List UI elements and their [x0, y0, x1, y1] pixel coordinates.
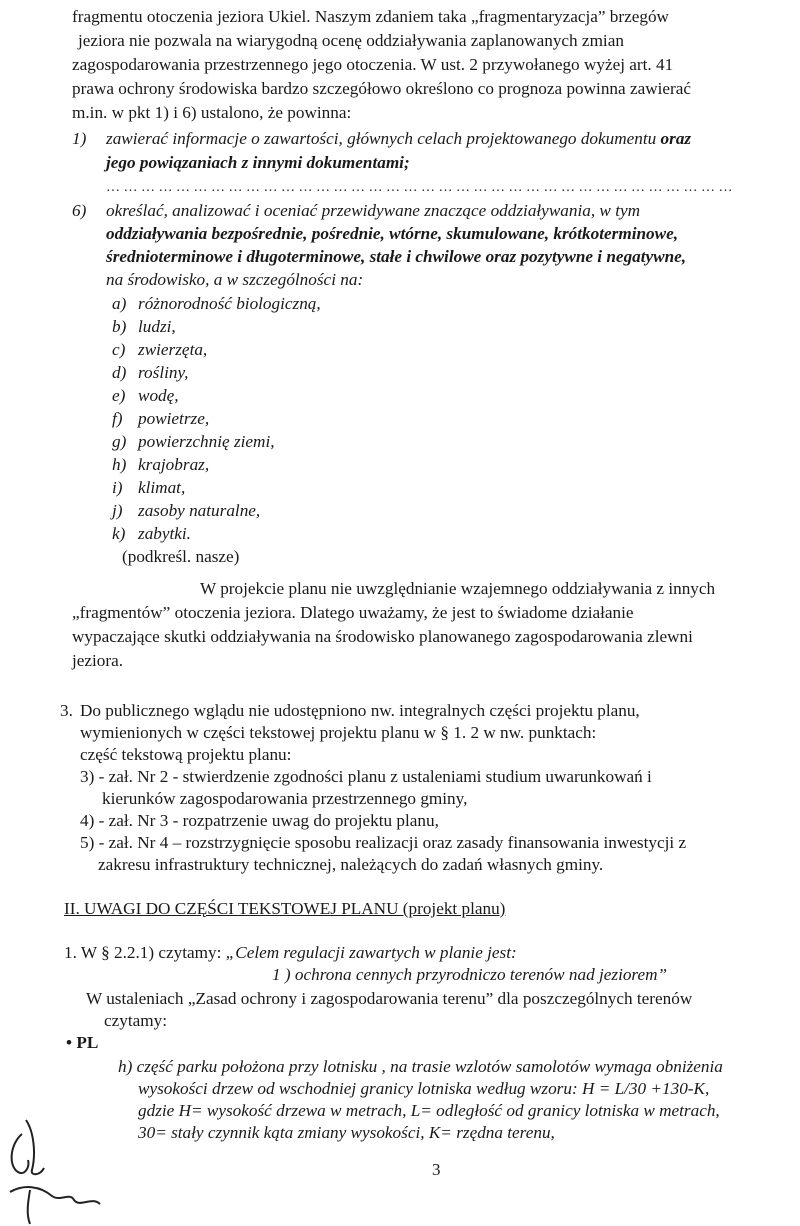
- body-text-line: zakresu infrastruktury technicznej, należących do zadań własnych gminy.: [98, 855, 604, 874]
- item-text: określać, analizować i oceniać przewidywane znaczące oddziaływania, w tym: [106, 201, 641, 220]
- page-number: 3: [432, 1160, 441, 1179]
- item-number: 1): [72, 129, 87, 148]
- list-item: f) powietrze,: [112, 409, 210, 428]
- emphasis-note: (podkreśl. nasze): [122, 547, 240, 566]
- list-item: e) wodę,: [112, 386, 179, 405]
- body-text-line: W projekcie planu nie uwzględnianie wzajemnego oddziaływania z innych: [200, 579, 716, 598]
- item-text-bold: oraz: [656, 129, 692, 148]
- body-text-line: fragmentu otoczenia jeziora Ukiel. Naszym zdaniem taka „fragmentaryzacja” brzegów: [72, 7, 669, 26]
- list-item: k) zabytki.: [112, 524, 191, 543]
- quoted-text: h) część parku położona przy lotnisku , na trasie wzlotów samolotów wymaga obniżenia: [118, 1057, 723, 1076]
- quoted-text: wysokości drzew od wschodniej granicy lotniska według wzoru: H = L/30 +130-K,: [138, 1079, 710, 1098]
- list-item: i) klimat,: [112, 478, 186, 497]
- bullet-heading: • PL: [66, 1033, 99, 1052]
- body-text-line: wymienionych w części tekstowej projektu planu w § 1. 2 w nw. punktach:: [80, 723, 597, 742]
- list-item: 4) - zał. Nr 3 - rozpatrzenie uwag do projektu planu,: [80, 811, 439, 830]
- list-item: d) rośliny,: [112, 363, 189, 382]
- body-text-line: zagospodarowania przestrzennego jego otoczenia. W ust. 2 przywołanego wyżej art. 41: [72, 55, 674, 74]
- quoted-item-1: [72, 128, 691, 150]
- list-item: 5) - zał. Nr 4 – rozstrzygnięcie sposobu realizacji oraz zasady finansowania inwestycji z: [80, 833, 687, 852]
- body-text-line: prawa ochrony środowiska bardzo szczegółowo określono co prognoza powinna zawierać: [72, 79, 692, 98]
- numbered-point-3: 3. Do publicznego wglądu nie udostępniono nw. integralnych części projektu planu,: [60, 701, 640, 720]
- body-text-line: jeziora nie pozwala na wiarygodną ocenę oddziaływania zaplanowanych zmian: [78, 31, 624, 50]
- ellipsis-line: … … … … … … … … … … … … … … … … … … … … … … … … … … … … … … … … … … … …: [106, 180, 733, 195]
- body-text-line: jeziora.: [72, 651, 124, 670]
- body-text-line: 1. W § 2.2.1) czytamy: „Celem regulacji zawartych w planie jest:: [64, 943, 517, 962]
- body-text-line: wypaczające skutki oddziaływania na środowisko planowanego zagospodarowania zlewni: [72, 627, 693, 646]
- item-text: na środowisko, a w szczególności na:: [106, 270, 364, 289]
- list-item: h) krajobraz,: [112, 455, 210, 474]
- list-item: b) ludzi,: [112, 317, 176, 336]
- section-heading: II. UWAGI DO CZĘŚCI TEKSTOWEJ PLANU (projekt planu): [64, 899, 506, 918]
- list-item: g) powierzchnię ziemi,: [112, 432, 275, 451]
- quoted-text: 1 ) ochrona cennych przyrodniczo terenów nad jeziorem”: [272, 965, 668, 984]
- point-number: 3.: [60, 701, 73, 720]
- quoted-text: 30= stały czynnik kąta zmiany wysokości, K= rzędna terenu,: [138, 1123, 555, 1142]
- item-text-bold: jego powiązaniach z innymi dokumentami;: [106, 153, 410, 172]
- body-text-line: m.in. w pkt 1) i 6) ustalono, że powinna:: [72, 103, 352, 122]
- list-item: a) różnorodność biologiczną,: [112, 294, 321, 313]
- item-text-bold: średnioterminowe i długoterminowe, stałe i chwilowe oraz pozytywne i negatywne,: [106, 247, 687, 266]
- body-text-line: „fragmentów” otoczenia jeziora. Dlatego uważamy, że jest to świadome działanie: [72, 603, 634, 622]
- item-number: 6): [72, 201, 87, 220]
- body-text-line: W ustaleniach „Zasad ochrony i zagospodarowania terenu” dla poszczególnych terenów: [86, 989, 693, 1008]
- item-text: zawierać informacje o zawartości, głównych celach projektowanego dokumentu: [106, 129, 657, 148]
- body-text-line: czytamy:: [104, 1011, 167, 1030]
- item-text-bold: oddziaływania bezpośrednie, pośrednie, wtórne, skumulowane, krótkoterminowe,: [106, 224, 679, 243]
- quoted-item-6: [72, 200, 640, 222]
- body-text-line: część tekstową projektu planu:: [80, 745, 292, 764]
- list-item: j) zasoby naturalne,: [112, 501, 261, 520]
- list-item: c) zwierzęta,: [112, 340, 208, 359]
- handwritten-signature: [0, 1110, 120, 1226]
- quoted-text: gdzie H= wysokość drzewa w metrach, L= odległość od granicy lotniska w metrach,: [138, 1101, 720, 1120]
- body-text-line: kierunków zagospodarowania przestrzennego gminy,: [102, 789, 468, 808]
- list-item: 3) - zał. Nr 2 - stwierdzenie zgodności planu z ustaleniami studium uwarunkowań i: [80, 767, 652, 786]
